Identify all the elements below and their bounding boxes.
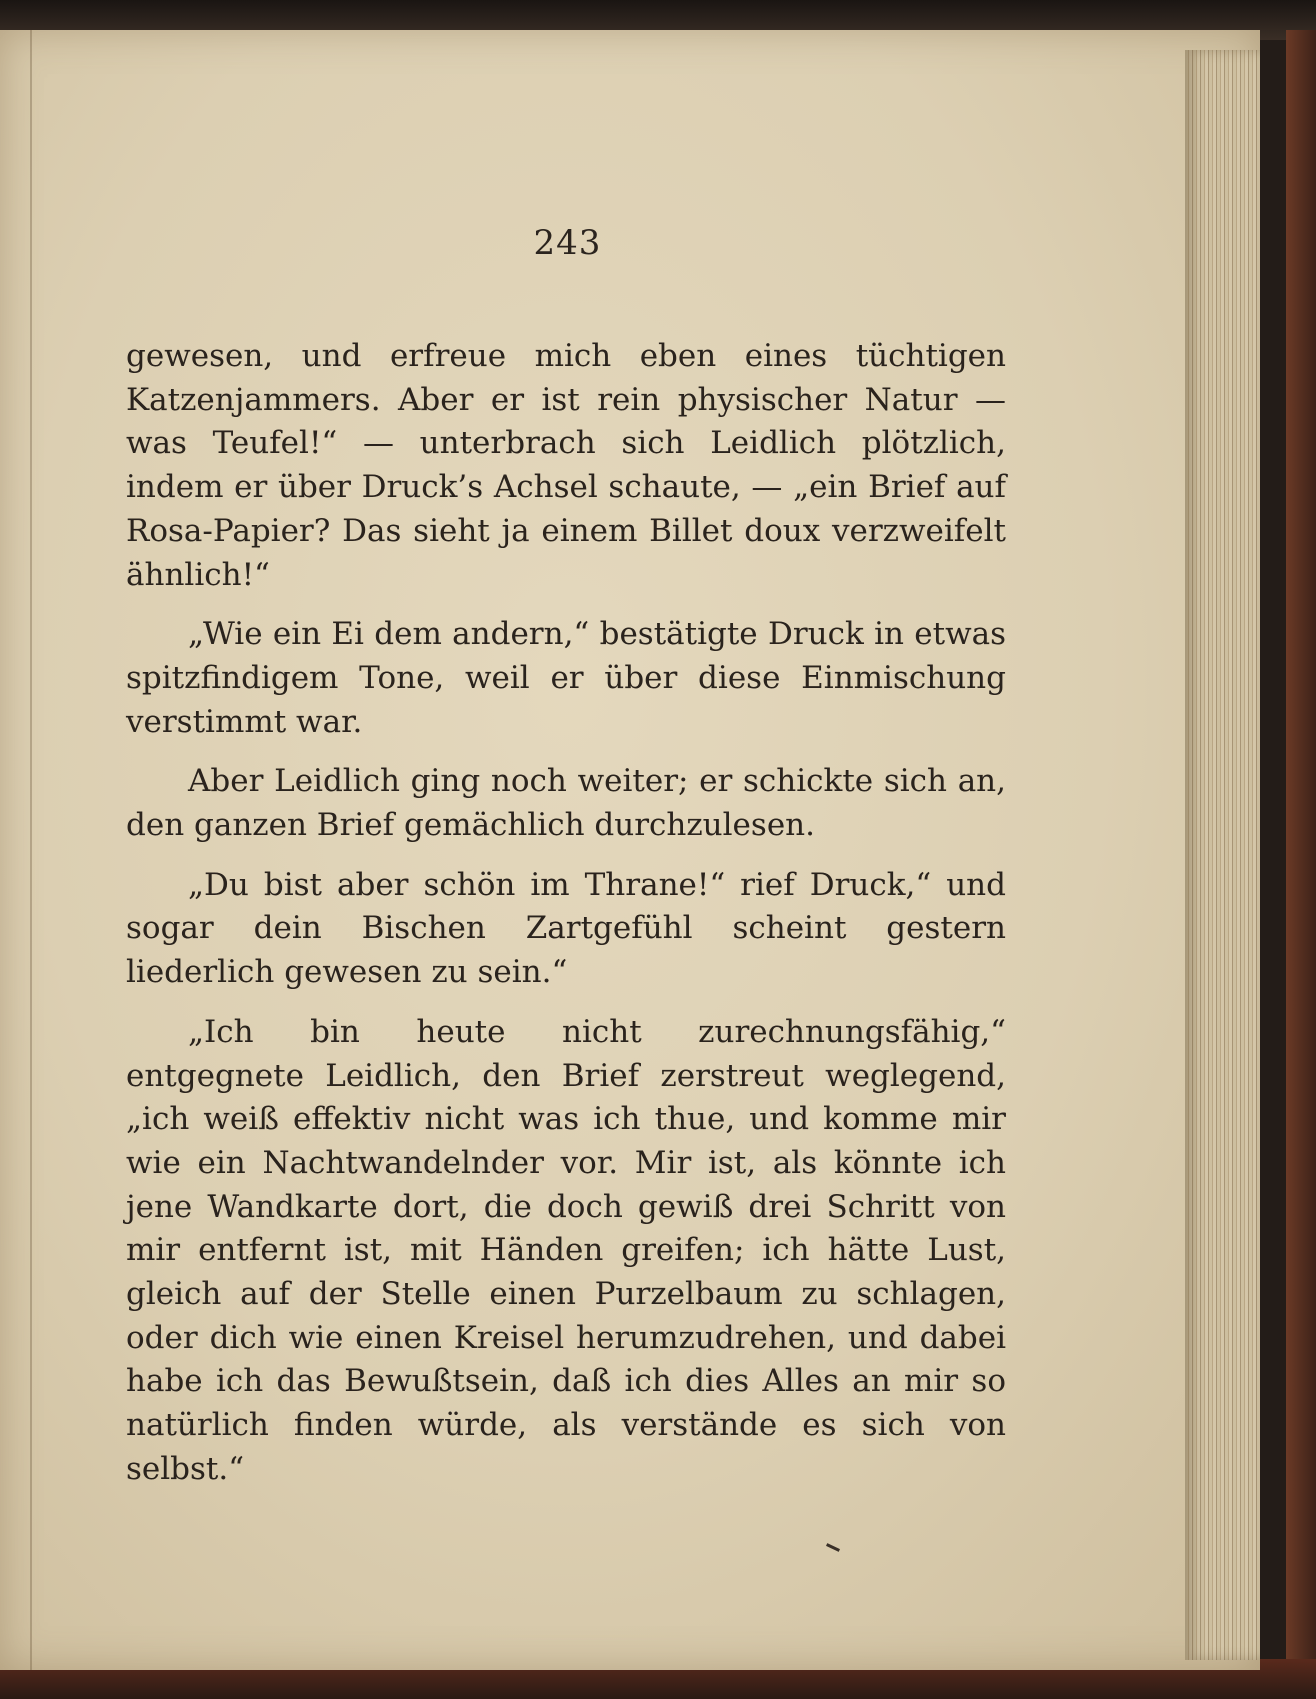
body-text — [126, 335, 1006, 1492]
page-stack-edges — [1185, 50, 1260, 1660]
ink-mark — [826, 1543, 840, 1552]
book-page — [0, 30, 1260, 1670]
paragraph: Aber Leidlich ging noch weiter; er schickte sich an, den ganzen Brief gemächlich durchzulesen. — [126, 763, 1006, 844]
paragraph: „Ich bin heute nicht zurechnungsfähig,“ entgegnete Leidlich, den Brief zerstreut weglegend, „ich weiß effektiv nicht was ich thue, und komme mir wie ein Nachtwandelnder vor. Mir ist, als könnte ich jene Wandkarte dort, die doch gewiß drei Schritt von mir entfernt ist, mit Händen greifen; ich hätte Lust, gleich auf der Stelle einen Purzelbaum zu schlagen, oder dich wie einen Kreisel herumzudrehen, und dabei habe ich das Bewußtsein, daß ich dies Alles an mir so natürlich finden würde, als verstände es sich von selbst.“ — [126, 1013, 1006, 1487]
paragraph: gewesen, und erfreue mich eben eines tüchtigen Katzenjammers. Aber er ist rein physischer Natur — was Teufel!“ — unterbrach sich Leidlich plötzlich, indem er über Druck’s Achsel schaute, — „ein Brief auf Rosa-Papier? Das sieht ja einem Billet doux verzweifelt ähnlich!“ — [126, 338, 1006, 593]
book-cover-right-edge — [1286, 30, 1316, 1670]
paragraph: „Du bist aber schön im Thrane!“ rief Druck,“ und sogar dein Bischen Zartgefühl scheint gestern liederlich gewesen zu sein.“ — [126, 866, 1006, 991]
page-number: 243 — [533, 223, 602, 263]
page-gutter — [30, 30, 32, 1670]
paragraph: „Wie ein Ei dem andern,“ bestätigte Druck in etwas spitzfindigem Tone, weil er über diese Einmischung verstimmt war. — [126, 616, 1006, 740]
